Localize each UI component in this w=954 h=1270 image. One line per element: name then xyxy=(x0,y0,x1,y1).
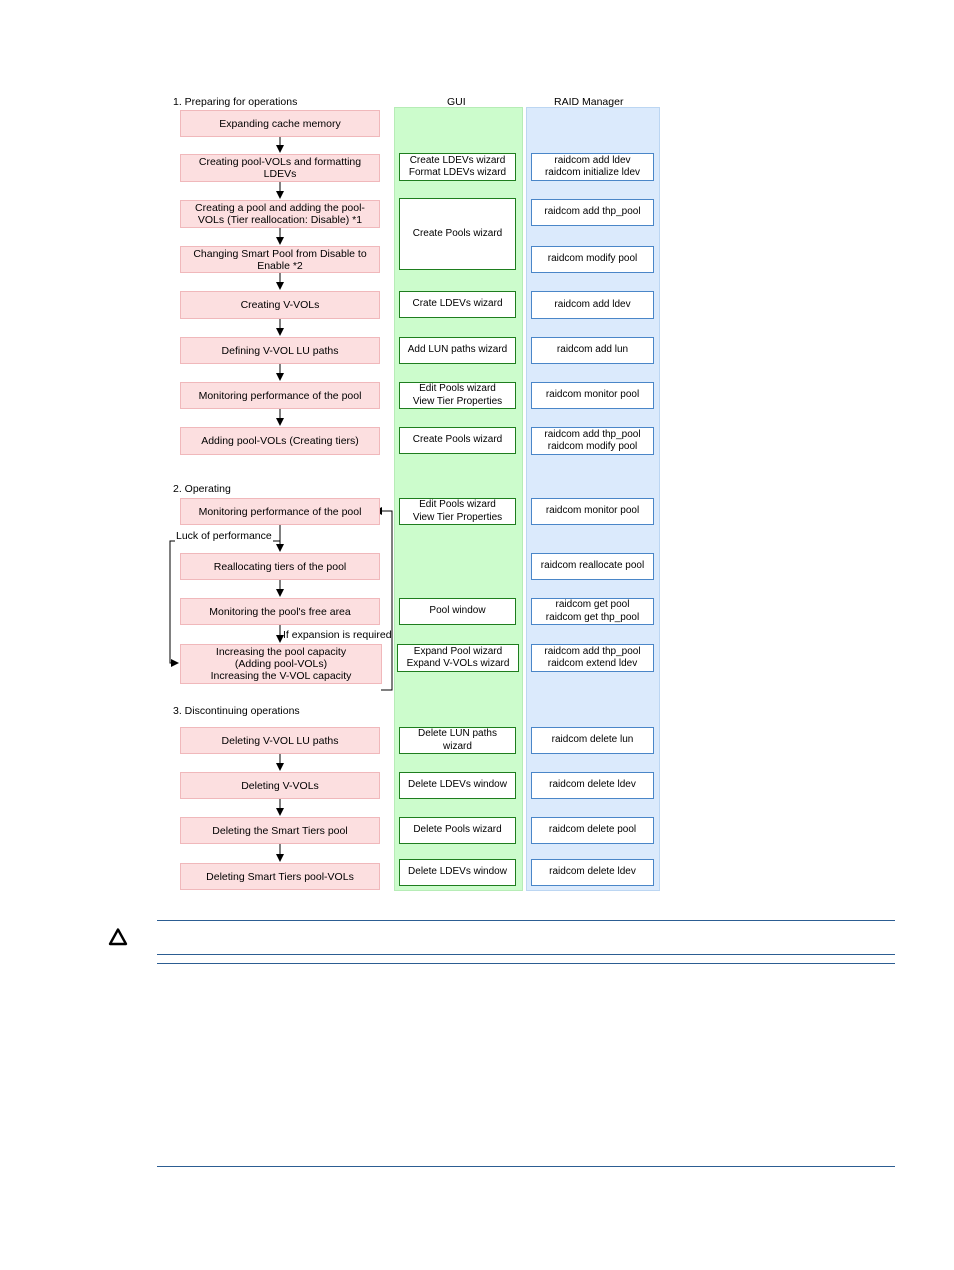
lack-of-performance-label: Luck of performance xyxy=(176,530,272,542)
raid-get-pool: raidcom get pool raidcom get thp_pool xyxy=(531,598,654,625)
gui-delete-ldevs: Delete LDEVs window xyxy=(399,772,516,799)
step-creating-v-vols: Creating V-VOLs xyxy=(180,291,380,319)
step-reallocating-tiers: Reallocating tiers of the pool xyxy=(180,553,380,580)
raid-add-init-ldev: raidcom add ldev raidcom initialize ldev xyxy=(531,153,654,181)
raid-add-ldev: raidcom add ldev xyxy=(531,291,654,319)
step-increasing-capacity: Increasing the pool capacity (Adding pool-VOLs) Increasing the V-VOL capacity xyxy=(180,644,382,684)
gui-pool-window: Pool window xyxy=(399,598,516,625)
caution-mid-rule-1 xyxy=(157,954,895,955)
gui-create-pools-tiers: Create Pools wizard xyxy=(399,427,516,454)
expansion-required-label: If expansion is required xyxy=(283,629,392,641)
caution-triangle-icon xyxy=(108,927,128,947)
gui-delete-pools: Delete Pools wizard xyxy=(399,817,516,844)
section-discontinuing: 3. Discontinuing operations xyxy=(173,705,300,717)
gui-edit-pools-prep: Edit Pools wizard View Tier Properties xyxy=(399,382,516,409)
gui-edit-pools-op: Edit Pools wizard View Tier Properties xyxy=(399,498,516,525)
raid-delete-pool: raidcom delete pool xyxy=(531,817,654,844)
step-monitoring-performance-op: Monitoring performance of the pool xyxy=(180,498,380,525)
step-monitoring-performance-prep: Monitoring performance of the pool xyxy=(180,382,380,409)
gui-crate-ldevs: Crate LDEVs wizard xyxy=(399,291,516,318)
step-deleting-lu-paths: Deleting V-VOL LU paths xyxy=(180,727,380,754)
gui-create-format-ldevs: Create LDEVs wizard Format LDEVs wizard xyxy=(399,153,516,181)
raid-delete-lun: raidcom delete lun xyxy=(531,727,654,754)
raid-delete-ldev: raidcom delete ldev xyxy=(531,772,654,799)
gui-header: GUI xyxy=(447,96,466,108)
caution-mid-rule-2 xyxy=(157,963,895,964)
section-operating: 2. Operating xyxy=(173,483,231,495)
step-changing-smart-pool: Changing Smart Pool from Disable to Enable *2 xyxy=(180,246,380,273)
gui-delete-ldevs-final: Delete LDEVs window xyxy=(399,859,516,886)
raid-monitor-pool-op: raidcom monitor pool xyxy=(531,498,654,525)
step-monitoring-free-area: Monitoring the pool's free area xyxy=(180,598,380,625)
step-creating-pool: Creating a pool and adding the pool- VOLs (Tier reallocation: Disable) *1 xyxy=(180,200,380,228)
step-creating-pool-vols: Creating pool-VOLs and formatting LDEVs xyxy=(180,154,380,182)
step-adding-pool-vols: Adding pool-VOLs (Creating tiers) xyxy=(180,427,380,455)
gui-add-lun-paths: Add LUN paths wizard xyxy=(399,337,516,364)
gui-expand-pool: Expand Pool wizard Expand V-VOLs wizard xyxy=(397,644,519,672)
caution-top-rule xyxy=(157,920,895,921)
raid-delete-ldev-final: raidcom delete ldev xyxy=(531,859,654,886)
step-defining-lu-paths: Defining V-VOL LU paths xyxy=(180,337,380,364)
raid-manager-header: RAID Manager xyxy=(554,96,624,108)
raid-add-lun: raidcom add lun xyxy=(531,337,654,364)
gui-delete-lun-paths: Delete LUN paths wizard xyxy=(399,727,516,754)
step-deleting-pool-vols: Deleting Smart Tiers pool-VOLs xyxy=(180,863,380,890)
section-preparing: 1. Preparing for operations xyxy=(173,96,298,108)
raid-reallocate-pool: raidcom reallocate pool xyxy=(531,553,654,580)
raid-modify-pool: raidcom modify pool xyxy=(531,246,654,273)
raid-add-modify-pool: raidcom add thp_pool raidcom modify pool xyxy=(531,427,654,455)
step-expanding-cache: Expanding cache memory xyxy=(180,110,380,137)
raid-add-thp-pool: raidcom add thp_pool xyxy=(531,199,654,226)
step-deleting-v-vols: Deleting V-VOLs xyxy=(180,772,380,799)
caution-bottom-rule xyxy=(157,1166,895,1167)
raid-extend-ldev: raidcom add thp_pool raidcom extend ldev xyxy=(531,644,654,672)
raid-monitor-pool-prep: raidcom monitor pool xyxy=(531,382,654,409)
step-deleting-pool: Deleting the Smart Tiers pool xyxy=(180,817,380,844)
gui-create-pools: Create Pools wizard xyxy=(399,198,516,270)
